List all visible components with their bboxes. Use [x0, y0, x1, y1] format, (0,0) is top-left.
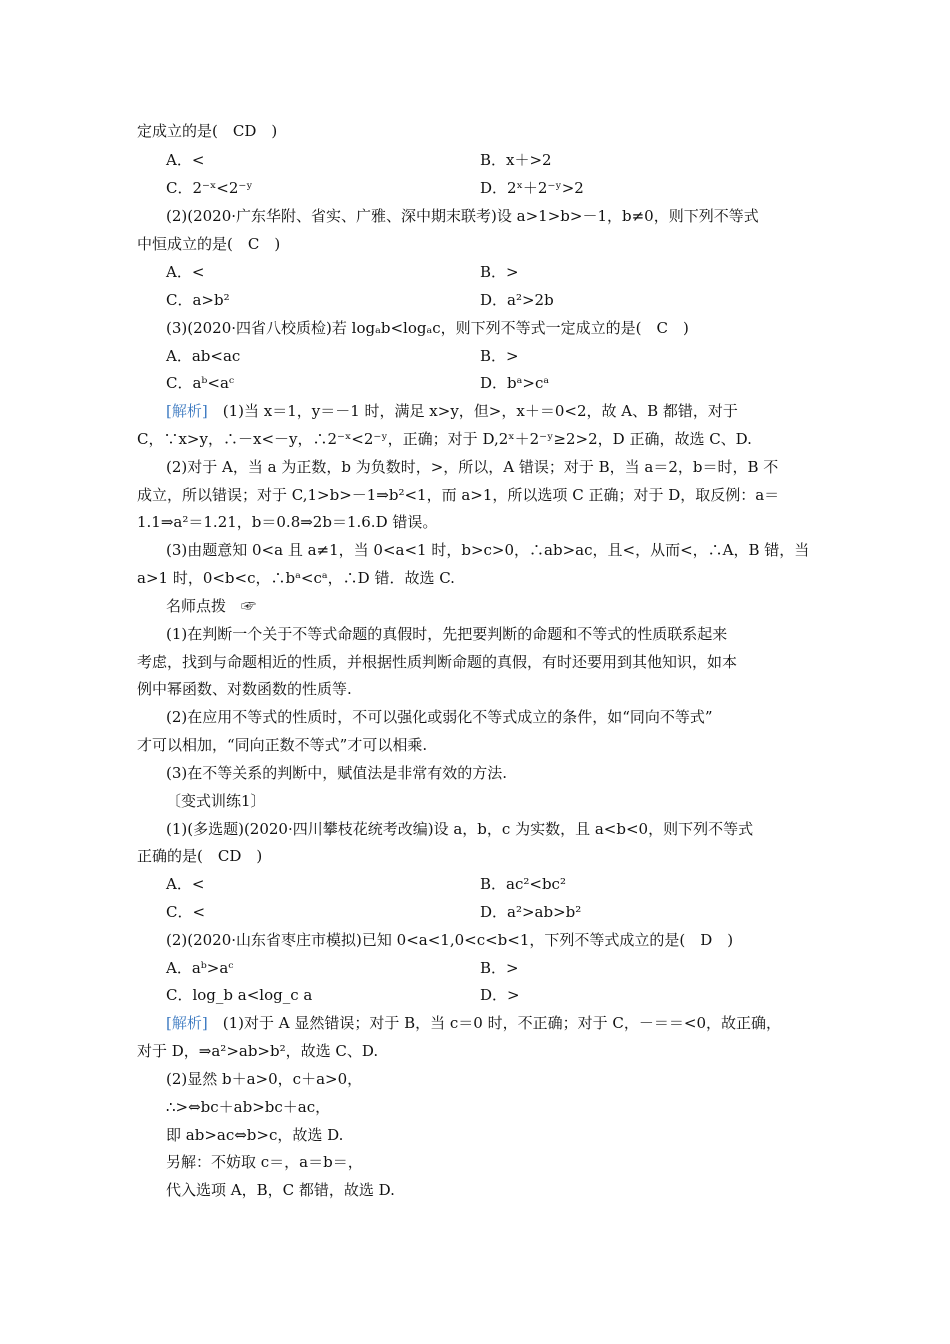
line-text: 才可以相加，“同向正数不等式”才可以相乘. — [137, 736, 428, 754]
line-text: D．a²>2b — [480, 291, 554, 309]
text-line — [166, 289, 230, 311]
text-line — [166, 1124, 343, 1146]
text-line — [166, 205, 759, 227]
text-line — [137, 233, 280, 255]
line-text: A．ab<ac — [166, 347, 241, 365]
text-line — [166, 539, 809, 561]
text-line — [166, 456, 778, 478]
line-text: (2)对于 A，当 a 为正数，b 为负数时，>，所以，A 错误；对于 B，当 a＝2，b＝时，B 不 — [166, 458, 779, 476]
line-text: (3)(2020·四省八校质检)若 logₐb<logₐc，则下列不等式一定成立的是( C ) — [166, 319, 689, 337]
line-text: B．x＋>2 — [480, 151, 552, 169]
text-line — [137, 567, 455, 589]
text-line — [137, 845, 262, 867]
line-text: 对于 D，⇒a²>ab>b²，故选 C、D. — [137, 1042, 379, 1060]
line-text: 名师点拨 ☞ — [166, 597, 257, 615]
line-text: C．aᵇ<aᶜ — [166, 374, 235, 392]
text-line — [166, 623, 727, 645]
text-line — [137, 511, 437, 533]
line-text: 〔变式训练1〕 — [166, 792, 266, 810]
line-text: 1.1⇒a²＝1.21，b＝0.8⇒2b＝1.6.D 错误。 — [137, 513, 438, 531]
line-text: (2)显然 b＋a>0，c＋a>0， — [166, 1070, 363, 1088]
text-line — [166, 177, 253, 199]
text-line — [480, 289, 554, 311]
text-line — [480, 873, 566, 895]
text-line — [137, 651, 737, 673]
line-text: ∴>⇔bc＋ab>bc＋ac， — [166, 1098, 331, 1116]
line-text: B．> — [480, 959, 519, 977]
text-line — [166, 400, 738, 422]
text-line — [166, 1012, 781, 1034]
line-text: B．> — [480, 263, 519, 281]
text-line — [166, 984, 312, 1006]
line-text: C．log_b a<log_c a — [166, 986, 313, 1004]
text-line — [166, 1179, 395, 1201]
text-line — [166, 345, 240, 367]
text-line — [166, 929, 733, 951]
line-text: (3)在不等关系的判断中，赋值法是非常有效的方法. — [166, 764, 508, 782]
text-line — [166, 1068, 362, 1090]
line-text: C．2⁻ˣ<2⁻ʸ — [166, 179, 253, 197]
text-line — [480, 345, 519, 367]
line-text: C．a>b² — [166, 291, 230, 309]
line-text: D．2ˣ＋2⁻ʸ>2 — [480, 179, 584, 197]
text-line — [166, 372, 234, 394]
line-text: C．< — [166, 903, 206, 921]
text-line — [166, 762, 507, 784]
line-text: B．> — [480, 347, 519, 365]
line-text: C，∵x>y，∴－x<－y，∴2⁻ˣ<2⁻ʸ，正确；对于 D,2ˣ＋2⁻ʸ≥2>2，D 正确，故选 C、D. — [137, 430, 752, 448]
line-text: A．< — [166, 875, 205, 893]
line-text: 成立，所以错误；对于 C,1>b>－1⇒b²<1，而 a>1，所以选项 C 正确；对于 D，取反例：a＝ — [137, 486, 780, 504]
line-text: 正确的是( CD ) — [137, 847, 263, 865]
text-line — [166, 149, 204, 171]
line-text: A．aᵇ>aᶜ — [166, 959, 234, 977]
text-line — [166, 1151, 363, 1173]
text-line — [166, 818, 753, 840]
text-line — [166, 790, 266, 812]
text-line — [166, 261, 204, 283]
line-text: (1)(多选题)(2020·四川攀枝花统考改编)设 a，b，c 为实数，且 a<b<0，则下列不等式 — [166, 820, 754, 838]
text-line — [137, 678, 352, 700]
text-line — [480, 177, 584, 199]
text-line — [137, 1040, 378, 1062]
line-text: 例中幂函数、对数函数的性质等. — [137, 680, 352, 698]
line-text: D．a²>ab>b² — [480, 903, 582, 921]
line-text: (2)在应用不等式的性质时，不可以强化或弱化不等式成立的条件，如“同向不等式” — [166, 708, 713, 726]
line-text: 定成立的是( CD ) — [137, 122, 278, 140]
line-text: (3)由题意知 0<a 且 a≠1，当 0<a<1 时，b>c>0，∴ab>ac，且<，从而<，∴A，B 错，当 — [166, 541, 810, 559]
line-text: B．ac²<bc² — [480, 875, 566, 893]
line-text: 代入选项 A，B，C 都错，故选 D. — [166, 1181, 395, 1199]
line-text: D．> — [480, 986, 520, 1004]
text-line — [137, 734, 427, 756]
line-text: (1)对于 A 显然错误；对于 B，当 c＝0 时，不正确；对于 C，－＝＝<0，故正确， — [222, 1014, 781, 1032]
text-line — [480, 261, 519, 283]
text-line — [480, 984, 520, 1006]
text-line — [480, 372, 549, 394]
text-line — [166, 901, 205, 923]
text-line — [480, 149, 552, 171]
text-line — [480, 957, 519, 979]
line-text: 另解：不妨取 c＝，a＝b＝， — [166, 1153, 363, 1171]
line-text: 即 ab>ac⇔b>c，故选 D. — [166, 1126, 344, 1144]
text-line — [137, 428, 752, 450]
line-text: (2)(2020·广东华附、省实、广雅、深中期末联考)设 a>1>b>－1，b≠0，则下列不等式 — [166, 207, 759, 225]
text-line — [137, 484, 779, 506]
analysis-tag: [解析] — [166, 402, 208, 420]
text-line — [166, 1096, 330, 1118]
line-text: 考虑，找到与命题相近的性质，并根据性质判断命题的真假，有时还要用到其他知识，如本 — [137, 653, 738, 671]
text-line — [480, 901, 581, 923]
line-text: A．< — [166, 151, 205, 169]
text-line — [166, 873, 204, 895]
text-line — [166, 706, 713, 728]
line-text: a>1 时，0<b<c，∴bᵃ<cᵃ，∴D 错．故选 C. — [137, 569, 455, 587]
line-text: D．bᵃ>cᵃ — [480, 374, 550, 392]
line-text: (2)(2020·山东省枣庄市模拟)已知 0<a<1,0<c<b<1，下列不等式成立的是( D ) — [166, 931, 734, 949]
line-text: (1)当 x＝1，y＝－1 时，满足 x>y，但>，x＋＝0<2，故 A、B 都错，对于 — [222, 402, 738, 420]
text-line — [166, 317, 689, 339]
analysis-tag: [解析] — [166, 1014, 208, 1032]
text-line — [166, 595, 256, 617]
text-line — [166, 957, 233, 979]
text-line — [137, 120, 277, 142]
line-text: A．< — [166, 263, 205, 281]
line-text: (1)在判断一个关于不等式命题的真假时，先把要判断的命题和不等式的性质联系起来 — [166, 625, 728, 643]
line-text: 中恒成立的是( C ) — [137, 235, 281, 253]
